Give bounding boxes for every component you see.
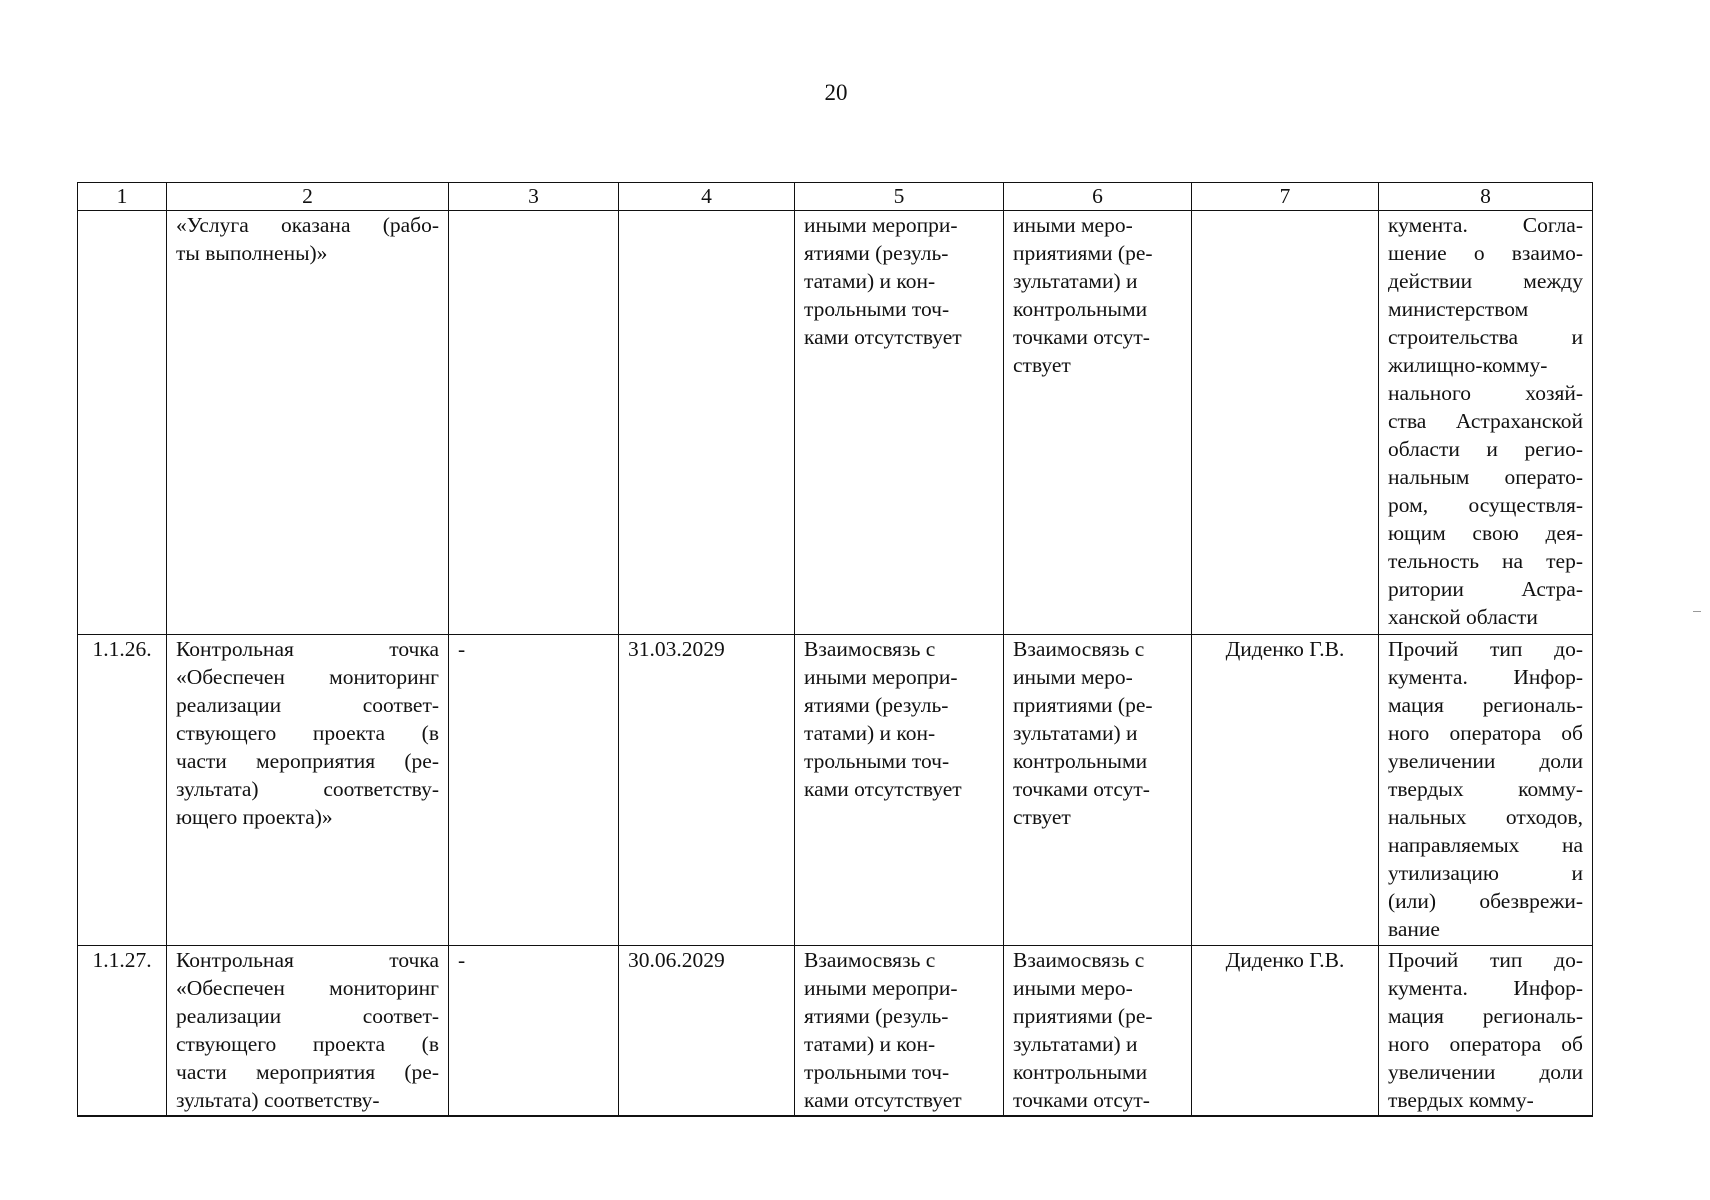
cell-text-line: «Обеспечен мониторинг bbox=[176, 665, 439, 689]
cell-text-line: иными меропри- bbox=[804, 213, 958, 237]
table-row bbox=[78, 211, 1593, 635]
cell-text-line: Контрольная точка bbox=[176, 637, 439, 661]
cell-relation bbox=[795, 635, 1004, 946]
cell-text-line: твердых комму- bbox=[1388, 777, 1583, 801]
cell-text-line: действии между bbox=[1388, 269, 1583, 293]
cell-text-line: министерством bbox=[1388, 297, 1529, 321]
cell-text-line: приятиями (ре- bbox=[1013, 241, 1153, 265]
cell-text-line: контрольными bbox=[1013, 749, 1148, 773]
cell-text-line: «Услуга оказана (рабо- bbox=[176, 213, 439, 237]
cell-text-line: иными меро- bbox=[1013, 213, 1133, 237]
cell-text-line: ром, осуществля- bbox=[1388, 493, 1583, 517]
cell-text-line: увеличении доли bbox=[1388, 1060, 1583, 1084]
cell-text-line: трольными точ- bbox=[804, 749, 950, 773]
cell-text-line: ного оператора об bbox=[1388, 721, 1583, 745]
cell-text-line: трольными точ- bbox=[804, 1060, 950, 1084]
cell-text-line: ятиями (резуль- bbox=[804, 241, 949, 265]
cell-text-line: кумента. Инфор- bbox=[1388, 976, 1583, 1000]
cell-text-line: точками отсут- bbox=[1013, 777, 1150, 801]
cell-text-line: контрольными bbox=[1013, 297, 1148, 321]
cell-text-line: иными меро- bbox=[1013, 976, 1133, 1000]
cell-text-line: ятиями (резуль- bbox=[804, 1004, 949, 1028]
cell-text-line: ства Астраханской bbox=[1388, 409, 1583, 433]
column-header-3: 3 bbox=[449, 183, 619, 211]
cell-text-line: кумента. Инфор- bbox=[1388, 665, 1583, 689]
cell-text-line: области и регио- bbox=[1388, 437, 1583, 461]
table-row bbox=[78, 946, 1593, 1116]
column-header-6: 6 bbox=[1004, 183, 1192, 211]
cell-text-line: нальных отходов, bbox=[1388, 805, 1583, 829]
cell-text-line: ствующего проекта (в bbox=[176, 1032, 439, 1056]
cell-text-line: направляемых на bbox=[1388, 833, 1583, 857]
cell-date bbox=[619, 211, 795, 635]
cell-text-line: реализации соответ- bbox=[176, 693, 439, 717]
table-header-row bbox=[78, 183, 1593, 211]
cell-text-line: ханской области bbox=[1388, 605, 1538, 629]
cell-predecessor: - bbox=[449, 946, 619, 1116]
cell-number bbox=[78, 211, 167, 635]
cell-text-line: ками отсутствует bbox=[804, 777, 962, 801]
cell-text-line: части мероприятия (ре- bbox=[176, 1060, 439, 1084]
cell-document bbox=[1379, 946, 1593, 1116]
cell-text-line: Взаимосвязь с bbox=[804, 948, 936, 972]
cell-text-line: жилищно-комму- bbox=[1388, 353, 1548, 377]
cell-text-line: точками отсут- bbox=[1013, 1088, 1150, 1112]
cell-relation-2 bbox=[1004, 946, 1192, 1116]
cell-text-line: Контрольная точка bbox=[176, 948, 439, 972]
cell-text-line: мация региональ- bbox=[1388, 1004, 1583, 1028]
cell-text-line: татами) и кон- bbox=[804, 269, 936, 293]
cell-date: 30.06.2029 bbox=[619, 946, 795, 1116]
cell-text-line: шение о взаимо- bbox=[1388, 241, 1583, 265]
cell-responsible bbox=[1192, 211, 1379, 635]
cell-name bbox=[167, 635, 449, 946]
cell-text-line: ствует bbox=[1013, 805, 1071, 829]
cell-text-line: нального хозяй- bbox=[1388, 381, 1583, 405]
cell-text-line: ритории Астра- bbox=[1388, 577, 1583, 601]
column-header-1: 1 bbox=[78, 183, 167, 211]
document-table bbox=[77, 182, 1593, 1117]
cell-number: 1.1.27. bbox=[78, 946, 167, 1116]
cell-text-line: Взаимосвязь с bbox=[804, 637, 936, 661]
cell-document bbox=[1379, 635, 1593, 946]
cell-document bbox=[1379, 211, 1593, 635]
cell-text-line: части мероприятия (ре- bbox=[176, 749, 439, 773]
cell-name bbox=[167, 211, 449, 635]
cell-text-line: ствующего проекта (в bbox=[176, 721, 439, 745]
cell-text-line: тельность на тер- bbox=[1388, 549, 1583, 573]
cell-text-line: ющим свою дея- bbox=[1388, 521, 1583, 545]
cell-text-line: зультатами) и bbox=[1013, 1032, 1138, 1056]
cell-text-line: точками отсут- bbox=[1013, 325, 1150, 349]
cell-text-line: реализации соответ- bbox=[176, 1004, 439, 1028]
cell-text-line: зультата) соответству- bbox=[176, 777, 439, 801]
cell-text-line: ного оператора об bbox=[1388, 1032, 1583, 1056]
cell-text-line: мация региональ- bbox=[1388, 693, 1583, 717]
cell-predecessor bbox=[449, 211, 619, 635]
cell-text-line: татами) и кон- bbox=[804, 721, 936, 745]
cell-responsible: Диденко Г.В. bbox=[1192, 946, 1379, 1116]
cell-text-line: иными меропри- bbox=[804, 665, 958, 689]
cell-text-line: зультатами) и bbox=[1013, 269, 1138, 293]
cell-text-line: татами) и кон- bbox=[804, 1032, 936, 1056]
cell-text-line: ствует bbox=[1013, 353, 1071, 377]
scan-mark bbox=[1693, 611, 1701, 612]
column-header-2: 2 bbox=[167, 183, 449, 211]
cell-relation bbox=[795, 211, 1004, 635]
column-header-4: 4 bbox=[619, 183, 795, 211]
cell-text-line: нальным операто- bbox=[1388, 465, 1583, 489]
cell-text-line: Взаимосвязь с bbox=[1013, 637, 1145, 661]
cell-relation-2 bbox=[1004, 635, 1192, 946]
cell-text-line: «Обеспечен мониторинг bbox=[176, 976, 439, 1000]
cell-text-line: приятиями (ре- bbox=[1013, 1004, 1153, 1028]
cell-responsible: Диденко Г.В. bbox=[1192, 635, 1379, 946]
cell-text-line: иными меропри- bbox=[804, 976, 958, 1000]
cell-text-line: Прочий тип до- bbox=[1388, 637, 1583, 661]
cell-text-line: контрольными bbox=[1013, 1060, 1148, 1084]
cell-text-line: увеличении доли bbox=[1388, 749, 1583, 773]
cell-text-line: утилизацию и bbox=[1388, 861, 1583, 885]
cell-relation bbox=[795, 946, 1004, 1116]
cell-text-line: ты выполнены)» bbox=[176, 241, 328, 265]
cell-text-line: иными меро- bbox=[1013, 665, 1133, 689]
cell-text-line: (или) обезврежи- bbox=[1388, 889, 1583, 913]
cell-text-line: кумента. Согла- bbox=[1388, 213, 1583, 237]
column-header-7: 7 bbox=[1192, 183, 1379, 211]
cell-text-line: зультатами) и bbox=[1013, 721, 1138, 745]
cell-text-line: Прочий тип до- bbox=[1388, 948, 1583, 972]
cell-number: 1.1.26. bbox=[78, 635, 167, 946]
cell-text-line: зультата) соответству- bbox=[176, 1088, 380, 1112]
cell-text-line: приятиями (ре- bbox=[1013, 693, 1153, 717]
cell-text-line: строительства и bbox=[1388, 325, 1583, 349]
cell-text-line: ками отсутствует bbox=[804, 325, 962, 349]
cell-text-line: вание bbox=[1388, 917, 1440, 941]
cell-predecessor: - bbox=[449, 635, 619, 946]
cell-text-line: трольными точ- bbox=[804, 297, 950, 321]
cell-text-line: ятиями (резуль- bbox=[804, 693, 949, 717]
cell-date: 31.03.2029 bbox=[619, 635, 795, 946]
table-row bbox=[78, 635, 1593, 946]
cell-text-line: ющего проекта)» bbox=[176, 805, 333, 829]
cell-name bbox=[167, 946, 449, 1116]
page-number: 20 bbox=[824, 80, 848, 105]
column-header-8: 8 bbox=[1379, 183, 1593, 211]
cell-text-line: твердых комму- bbox=[1388, 1088, 1534, 1112]
column-header-5: 5 bbox=[795, 183, 1004, 211]
cell-text-line: Взаимосвязь с bbox=[1013, 948, 1145, 972]
cell-text-line: ками отсутствует bbox=[804, 1088, 962, 1112]
cell-relation-2 bbox=[1004, 211, 1192, 635]
